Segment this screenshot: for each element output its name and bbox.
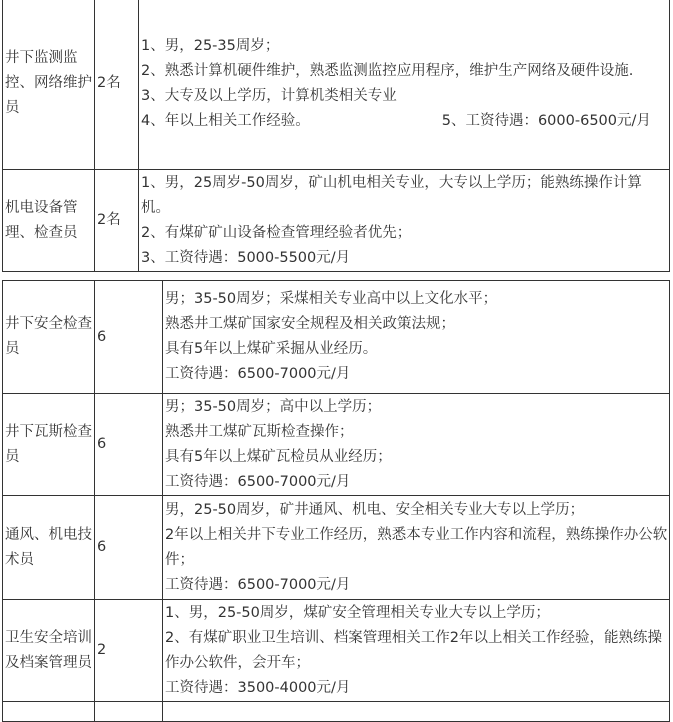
salary-line: 工资待遇：6500-7000元/月 [165, 576, 351, 593]
job-table-2 [2, 280, 670, 722]
requirement-line: 熟悉井工煤矿瓦斯检查操作； [165, 423, 354, 440]
job-table-1 [2, 0, 670, 272]
salary-line: 工资待遇：6500-7000元/月 [165, 473, 351, 490]
position-cell: 机电设备管理、检查员 [3, 170, 95, 272]
count-cell: 6 [95, 394, 163, 496]
requirements-cell [163, 496, 670, 600]
count-cell: 6 [95, 496, 163, 600]
salary-line: 5、工资待遇：6000-6500元/月 [441, 112, 651, 129]
position-cell: 卫生安全培训及档案管理员 [3, 600, 95, 702]
requirement-line: 1、男，25-50周岁，煤矿安全管理相关专业大专以上学历； [165, 604, 550, 621]
requirement-line: 2年以上相关井下专业工作经历，熟悉本专业工作内容和流程，熟练操作办公软件； [165, 526, 668, 568]
count-cell: 2名 [95, 0, 139, 170]
requirement-line: 具有5年以上煤矿瓦检员从业经历； [165, 448, 392, 465]
position-cell: 井下瓦斯检查员 [3, 394, 95, 496]
requirements-cell [163, 600, 670, 702]
requirement-line: 男；35-50周岁；采煤相关专业高中以上文化水平； [165, 291, 498, 307]
salary-line: 工资待遇：6500-7000元/月 [165, 366, 351, 382]
requirements-cell [163, 394, 670, 496]
position-cell: 井下安全检查员 [3, 281, 95, 394]
requirement-line: 男，25-50周岁，矿井通风、机电、安全相关专业大专以上学历； [165, 501, 585, 518]
requirements-cell [139, 170, 670, 272]
requirement-line: 1、男，25周岁-50周岁，矿山机电相关专业，大专以上学历；能熟练操作计算机。 [141, 174, 642, 216]
table-row [3, 0, 670, 170]
requirement-line: 2、有煤矿职业卫生培训、档案管理相关工作2年以上相关工作经验，能熟练操作办公软件，会开车； [165, 629, 662, 671]
table-row [3, 394, 670, 496]
table-row [3, 496, 670, 600]
count-cell: 2名 [95, 170, 139, 272]
salary-line: 工资待遇：3500-4000元/月 [165, 679, 351, 696]
count-cell: 2 [95, 600, 163, 702]
requirements-cell [139, 0, 670, 170]
table-row [3, 281, 670, 394]
requirement-line: 2、熟悉计算机硬件维护，熟悉监测监控应用程序，维护生产网络及硬件设施. [141, 62, 634, 79]
requirement-line: 男；35-50周岁；高中以上学历； [165, 398, 382, 415]
requirement-line: 3、工资待遇：5000-5500元/月 [141, 249, 351, 266]
table-row [3, 600, 670, 702]
position-cell: 通风、机电技术员 [3, 496, 95, 600]
requirement-line: 熟悉井工煤矿国家安全规程及相关政策法规； [165, 316, 455, 332]
requirement-line: 具有5年以上煤矿采掘从业经历。 [165, 341, 378, 357]
table-row [3, 170, 670, 272]
requirements-cell [163, 281, 670, 394]
count-cell: 6 [95, 281, 163, 394]
table-row [3, 702, 670, 722]
requirement-line: 1、男，25-35周岁； [141, 37, 280, 54]
position-cell: 井下监测监控、网络维护员 [3, 0, 95, 170]
requirement-line: 4、年以上相关工作经验。 [141, 112, 310, 129]
requirement-line: 2、有煤矿矿山设备检查管理经验者优先； [141, 224, 412, 241]
requirement-line: 3、大专及以上学历，计算机类相关专业 [141, 87, 397, 104]
